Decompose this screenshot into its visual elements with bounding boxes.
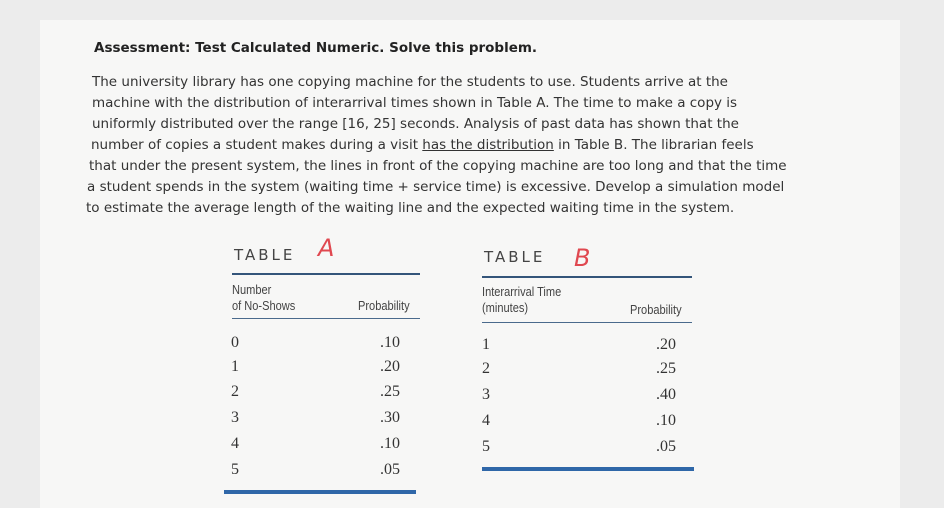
table-a-cell-probability: .05	[380, 461, 400, 478]
table-a-title: TABLE	[234, 246, 296, 264]
problem-line: a student spends in the system (waiting time + service time) is excessive. Develop a simulation model	[87, 179, 785, 195]
problem-statement	[86, 72, 786, 219]
table-b-cell-probability: .40	[656, 386, 676, 403]
problem-line: that under the present system, the lines in front of the copying machine are too long and that the time	[89, 158, 787, 174]
table-b-cell-probability: .10	[656, 412, 676, 429]
table-b-header-rule	[482, 322, 692, 323]
table-b-cell-value: 5	[482, 438, 490, 455]
table-b-col1-header	[482, 284, 561, 316]
problem-text: in Table B. The librarian feels	[553, 137, 754, 153]
table-a-cell-probability: .25	[380, 383, 400, 400]
table-a-col2-header: Probability	[358, 298, 410, 313]
table-a-cell-value: 4	[231, 435, 239, 452]
table-b-cell-probability: .25	[656, 360, 676, 377]
table-a-bottom-rule	[224, 490, 416, 494]
header-line: (minutes)	[482, 300, 529, 315]
header-line: of No-Shows	[232, 298, 296, 313]
problem-line: The university library has one copying machine for the students to use. Students arrive at the	[92, 74, 728, 90]
table-b-cell-value: 3	[482, 386, 490, 403]
underlined-phrase: has the distribution	[422, 137, 554, 153]
table-b-col2-header: Probability	[630, 302, 682, 317]
table-a-cell-value: 0	[231, 334, 239, 351]
table-a-cell-probability: .30	[380, 409, 400, 426]
table-b-handwritten-label: B	[574, 244, 591, 272]
problem-text: number of copies a student makes during a visit	[91, 137, 423, 153]
table-a-cell-value: 1	[231, 358, 239, 375]
table-a-top-rule	[232, 273, 420, 275]
assessment-heading: Assessment: Test Calculated Numeric. Solve this problem.	[94, 40, 538, 56]
header-line: Number	[232, 282, 272, 297]
table-a-header-rule	[232, 318, 420, 319]
table-b-cell-value: 2	[482, 360, 490, 377]
table-b-title: TABLE	[484, 248, 546, 266]
table-a-cell-probability: .10	[380, 334, 400, 351]
table-a-col1-header	[232, 282, 295, 314]
problem-line: to estimate the average length of the waiting line and the expected waiting time in the system.	[86, 200, 735, 216]
table-b-bottom-rule	[482, 467, 694, 471]
problem-line	[86, 135, 786, 156]
table-b-cell-probability: .05	[656, 438, 676, 455]
problem-line: uniformly distributed over the range [16, 25] seconds. Analysis of past data has shown that the	[92, 116, 739, 132]
header-line: Interarrival Time	[482, 284, 562, 299]
problem-line: machine with the distribution of interarrival times shown in Table A. The time to make a copy is	[92, 95, 738, 111]
table-a-handwritten-label: A	[318, 234, 335, 262]
table-a-cell-probability: .20	[380, 358, 400, 375]
table-b-cell-value: 4	[482, 412, 490, 429]
table-b-cell-probability: .20	[656, 336, 676, 353]
table-a-cell-value: 5	[231, 461, 239, 478]
table-a-cell-value: 3	[231, 409, 239, 426]
table-a-cell-value: 2	[231, 383, 239, 400]
table-b-cell-value: 1	[482, 336, 490, 353]
table-a-cell-probability: .10	[380, 435, 400, 452]
table-b-top-rule	[482, 276, 692, 278]
